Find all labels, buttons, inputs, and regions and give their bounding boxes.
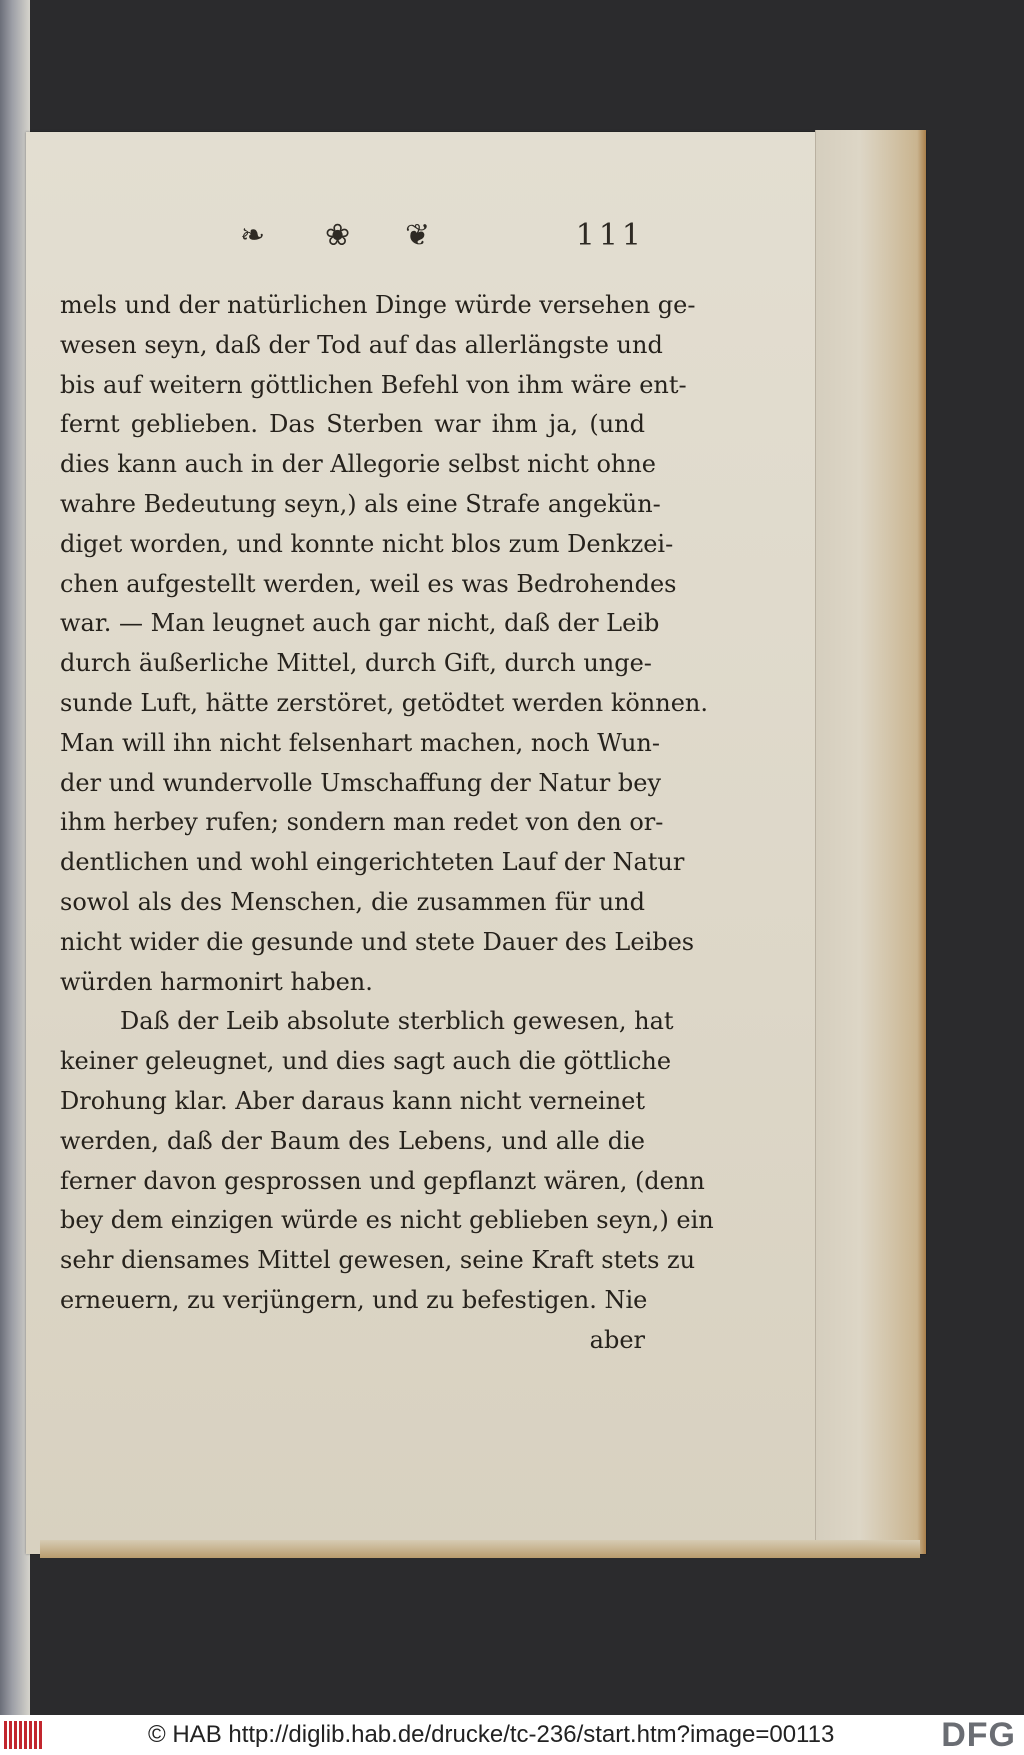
text-line: würden harmonirt haben. (60, 967, 373, 996)
ornament-left: ❧ (240, 218, 268, 253)
text-line: Drohung klar. Aber daraus kann nicht verneinet (60, 1086, 645, 1115)
text-line: der und wundervolle Umschaffung der Natur bey (60, 768, 662, 797)
text-line: ferner davon gesprossen und gepflanzt wären, (denn (60, 1166, 705, 1195)
barcode-icon (4, 1721, 44, 1749)
text-line: dentlichen und wohl eingerichteten Lauf der Natur (60, 848, 685, 877)
text-line: bis auf weitern göttlichen Befehl von ihm wäre ent- (60, 370, 687, 399)
ornament-right: ❦ (405, 218, 433, 253)
text-line: sowol als des Menschen, die zusammen für und (60, 887, 645, 916)
text-line: Daß der Leib absolute sterblich gewesen, hat (120, 1007, 674, 1036)
footer-bar (0, 1715, 1024, 1755)
text-line: Man will ihn nicht felsenhart machen, noch Wun- (60, 728, 660, 757)
text-line: mels und der natürlichen Dinge würde versehen ge- (60, 291, 696, 319)
text-line: dies kann auch in der Allegorie selbst nicht ohne (60, 450, 657, 479)
text-line: nicht wider die gesunde und stete Dauer des Leibes (60, 927, 695, 956)
text-line: erneuern, zu verjüngern, und zu befestigen. Nie (60, 1285, 648, 1314)
ornament-center: ❀ (325, 218, 353, 253)
text-line: keiner geleugnet, und dies sagt auch die göttliche (60, 1047, 672, 1076)
page-body-text (60, 286, 714, 1361)
catchword: aber (589, 1325, 645, 1354)
text-line: durch äußerliche Mittel, durch Gift, durch unge- (60, 649, 652, 678)
page-header (60, 218, 645, 258)
text-line: sehr diensames Mittel gewesen, seine Kraft stets zu (60, 1246, 696, 1275)
page-number: 111 (575, 218, 645, 253)
page-bottom-edge (40, 1540, 920, 1558)
text-line: chen aufgestellt werden, weil es was Bedrohendes (60, 569, 677, 598)
page-fold-margin (815, 130, 926, 1554)
text-line: ihm herbey rufen; sondern man redet von den or- (60, 808, 664, 837)
source-link[interactable]: © HAB http://diglib.hab.de/drucke/tc-236/start.htm?image=00113 (148, 1721, 835, 1748)
text-line: bey dem einzigen würde es nicht geblieben seyn,) ein (60, 1206, 714, 1235)
text-line: war. — Man leugnet auch gar nicht, daß der Leib (60, 609, 660, 638)
dfg-logo: DFG (941, 1716, 1016, 1754)
text-line: werden, daß der Baum des Lebens, und alle die (60, 1126, 645, 1155)
text-line: wahre Bedeutung seyn,) als eine Strafe angekün- (60, 489, 661, 518)
text-line: diget worden, und konnte nicht blos zum Denkzei- (60, 529, 674, 558)
text-line: sunde Luft, hätte zerstöret, getödtet werden können. (60, 688, 709, 717)
text-line: wesen seyn, daß der Tod auf das allerlängste und (60, 330, 663, 359)
text-line: fernt geblieben. Das Sterben war ihm ja, (und (60, 410, 645, 439)
